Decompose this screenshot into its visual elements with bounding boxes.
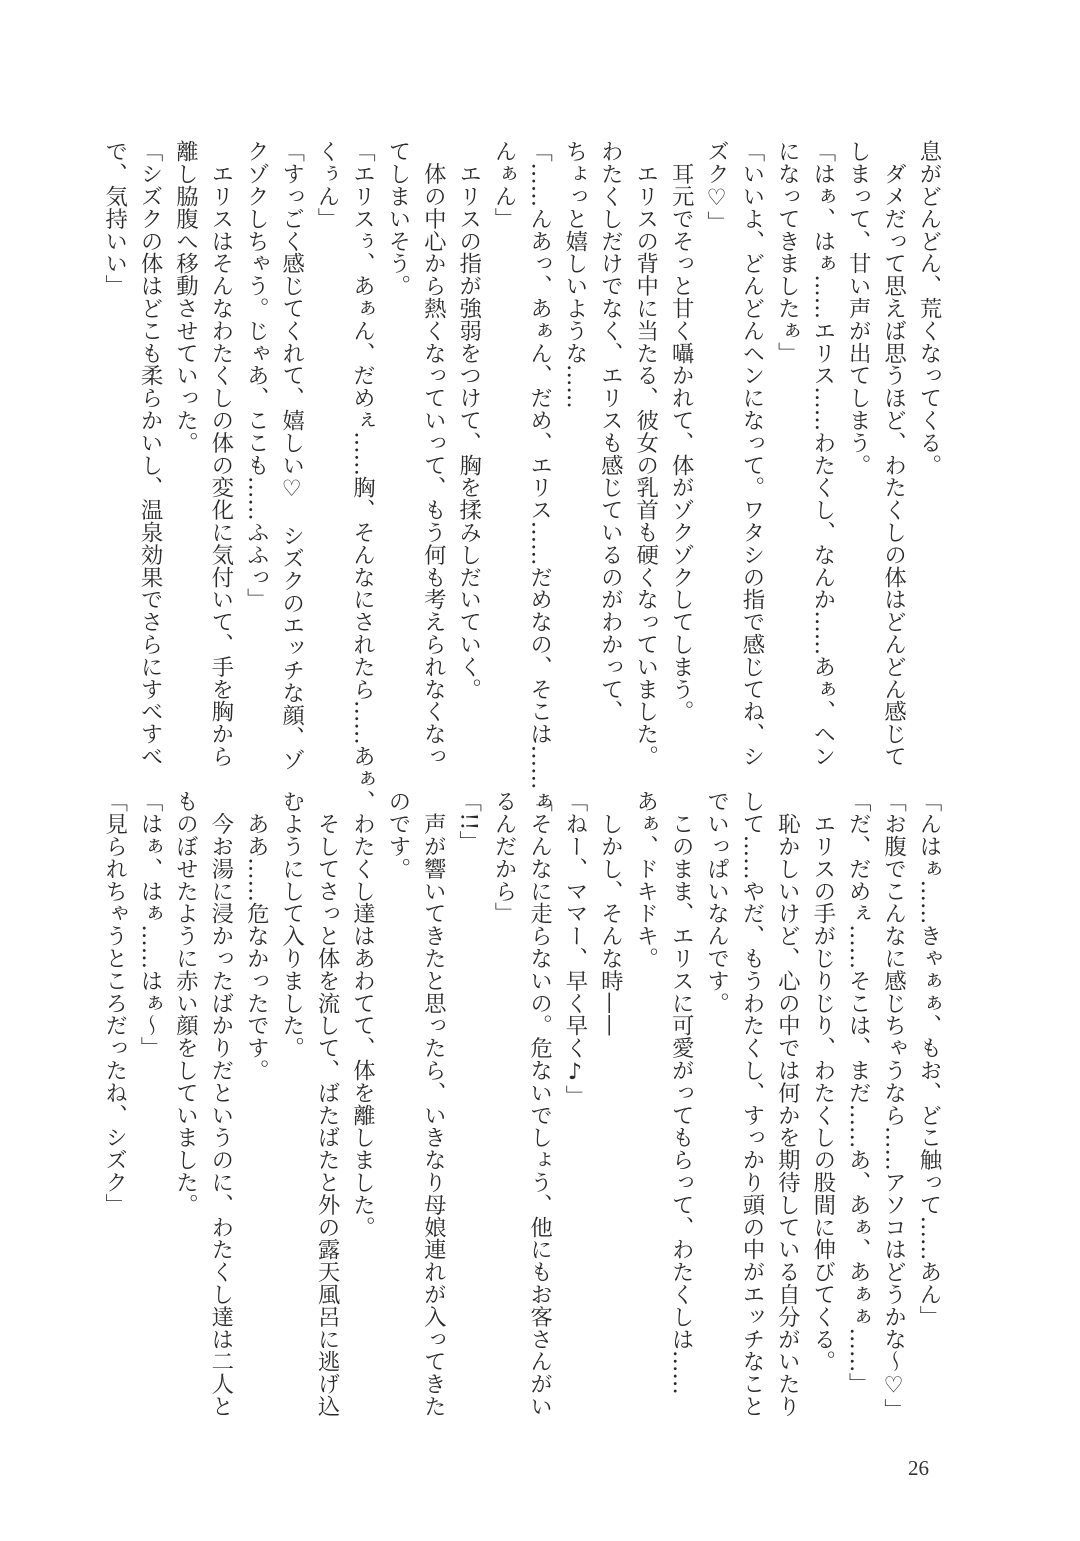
text-column: 「ねー、ママー、早く早く♪」 — [561, 790, 588, 1108]
text-column: で、気持いい」 — [101, 140, 128, 297]
text-column: くぅん」 — [314, 140, 341, 230]
text-column: ああ……危なかったです。 — [243, 790, 270, 1082]
text-column: 「……んあっ、あぁん、だめ、エリス……だめなの、そこは……ぁ — [526, 140, 553, 812]
text-column: わたくし達はあわてて、体を離しました。 — [349, 790, 376, 1238]
text-column: 「エリスぅ、あぁん、だめぇ……胸、そんなにされたら……あぁ、 — [349, 140, 376, 812]
text-column: わたくしだけでなく、エリスも感じているのがわかって、 — [597, 140, 624, 723]
text-column: ちょっと嬉しいような…… — [561, 140, 588, 409]
text-column: になってきましたぁ」 — [774, 140, 801, 364]
text-column: 「シズクの体はどこも柔らかいし、温泉効果でさらにすべすべ — [137, 140, 164, 768]
text-column: クゾクしちゃう。じゃあ、ここも……ふふっ」 — [243, 140, 270, 611]
text-column: 今お湯に浸かったばかりだというのに、わたくし達は二人と — [207, 790, 234, 1418]
text-column: して……やだ、もうわたくし、すっかり頭の中がエッチなこと — [738, 790, 765, 1418]
text-column: 「見られちゃうところだったね、シズク」 — [101, 790, 128, 1216]
text-block-top — [96, 140, 946, 812]
text-column: 「!!」 — [455, 790, 482, 853]
text-column: エリスの指が強弱をつけて、胸を揉みしだいていく。 — [455, 140, 482, 700]
text-column: ものぼせたように赤い顔をしていました。 — [172, 790, 199, 1216]
text-column: あぁ、ドキドキ。 — [632, 790, 659, 970]
text-column: むようにして入りました。 — [278, 790, 305, 1059]
text-block-bottom — [96, 790, 946, 1421]
text-column: 「お腹でこんなに感じちゃうなら……アソコはどうかな～♡」 — [880, 790, 907, 1421]
text-column: 体の中心から熱くなっていって、もう何も考えられなくなっ — [420, 140, 447, 768]
text-column: エリスの手がじりじり、わたくしの股間に伸びてくる。 — [809, 790, 836, 1373]
text-column: 「そんなに走らないの。危ないでしょう、他にもお客さんがい — [526, 790, 553, 1418]
text-column: 「だ、だめぇ……そこは、まだ……あ、あぁ、あぁぁ……」 — [845, 790, 872, 1395]
text-column: ズク♡」 — [703, 140, 730, 234]
text-column: るんだから」 — [491, 790, 518, 925]
text-column: でいっぱいなんです。 — [703, 790, 730, 1014]
text-column: ダメだって思えば思うほど、わたくしの体はどんどん感じて — [880, 140, 907, 768]
text-column: 「はぁ、はぁ……エリス……わたくし、なんか……あぁ、ヘン — [809, 140, 836, 768]
text-column: そしてさっと体を流して、ばたばたと外の露天風呂に逃げ込 — [314, 790, 341, 1418]
text-column: エリスはそんなわたくしの体の変化に気付いて、手を胸から — [207, 140, 234, 768]
text-column: 離し脇腹へ移動させていった。 — [172, 140, 199, 454]
text-column: 「んはぁ……きゃぁぁ、もお、どこ触って……あん」 — [916, 790, 942, 1328]
text-column: しまって、甘い声が出てしまう。 — [845, 140, 872, 476]
text-column: 声が響いてきたと思ったら、いきなり母娘連れが入ってきた — [420, 790, 447, 1418]
page-number: 26 — [908, 1456, 929, 1480]
text-column: エリスの背中に当たる、彼女の乳首も硬くなっていました。 — [632, 140, 659, 768]
text-column: 耳元でそっと甘く囁かれて、体がゾクゾクしてしまう。 — [668, 140, 695, 723]
text-column: このまま、エリスに可愛がってもらって、わたくしは…… — [668, 790, 695, 1395]
text-column: んぁん」 — [491, 140, 518, 230]
text-column: のです。 — [384, 790, 411, 880]
text-column: しかし、そんな時—— — [597, 790, 624, 1037]
text-column: 「はぁ、はぁ……はぁ～」 — [137, 790, 164, 1059]
text-column: 息がどんどん、荒くなってくる。 — [916, 140, 942, 476]
text-column: 恥かしいけど、心の中では何かを期待している自分がいたり — [774, 790, 801, 1418]
text-column: 「いいよ、どんどんヘンになって。ワタシの指で感じてね、シ — [738, 140, 765, 768]
text-column: てしまいそう。 — [384, 140, 411, 297]
text-column: 「すっごく感じてくれて、嬉しい♡ シズクのエッチな顔、ゾ — [278, 140, 305, 771]
